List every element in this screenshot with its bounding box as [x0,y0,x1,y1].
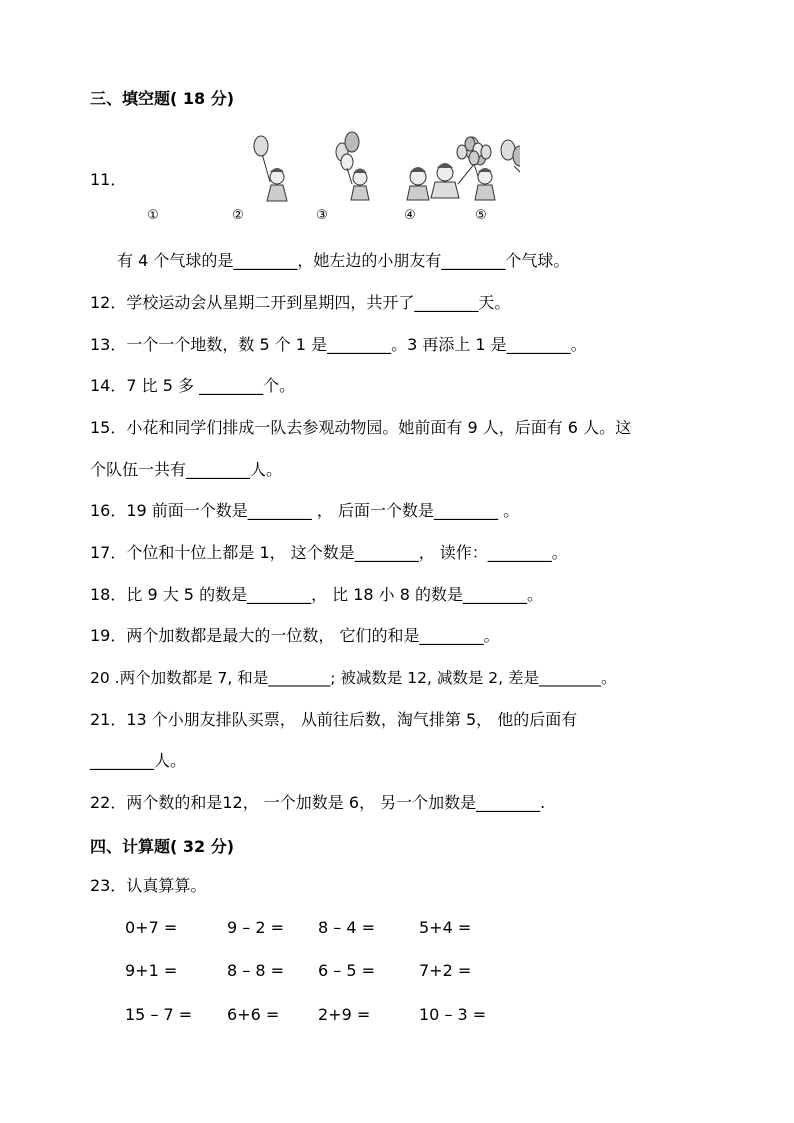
kid-marker-4: ④ [404,208,416,223]
calc-r1-c4: 5+4 = [419,918,472,937]
calc-r3-c3: 2+9 = [318,1005,371,1024]
kid-5-figure [457,137,495,200]
q21-line-2: ________人。 [90,751,187,770]
calc-r2-c2: 8 – 8 = [227,961,285,980]
kid-1-figure [254,136,287,201]
kid-4-body [407,167,429,200]
q12-text: 12．学校运动会从星期二开到星期四，共开了________天。 [90,293,511,312]
q11-number: 11． [90,170,127,189]
kid-2-figure [336,132,369,200]
calc-r2-c3: 6 – 5 = [318,961,376,980]
q14-text: 14．7 比 5 多 ________个。 [90,376,296,395]
kid-marker-3: ③ [316,208,328,223]
q17-text: 17．个位和十位上都是 1， 这个数是________， 读作：________。 [90,543,568,562]
q11-text: 有 4 个气球的是________，她左边的小朋友有________个气球。 [117,251,570,270]
calc-r3-c2: 6+6 = [227,1005,280,1024]
section-4-title: 四、计算题( 32 分) [90,837,235,856]
calc-r1-c1: 0+7 = [125,918,178,937]
section-3-title: 三、填空题( 18 分) [90,89,235,108]
q15-line-2: 个队伍一共有________人。 [90,460,283,479]
calc-r2-c1: 9+1 = [125,961,178,980]
calc-r1-c2: 9 – 2 = [227,918,285,937]
q15-line-1: 15．小花和同学们排成一队去参观动物园。她前面有 9 人，后面有 6 人。这 [90,418,632,437]
q16-text: 16．19 前面一个数是________ ， 后面一个数是________ 。 [90,501,520,520]
q23-title: 23．认真算算。 [90,876,207,895]
q13-text: 13．一个一个地数，数 5 个 1 是________。3 再添上 1 是________。 [90,335,587,354]
kid-marker-2: ② [232,208,244,223]
kid-marker-5: ⑤ [475,208,487,223]
q22-text: 22．两个数的和是12， 一个加数是 6， 另一个加数是________. [90,793,546,812]
balloon-kids-illustration-right [370,130,510,210]
calc-r1-c3: 8 – 4 = [318,918,376,937]
calc-r2-c4: 7+2 = [419,961,472,980]
q21-line-1: 21．13 个小朋友排队买票， 从前往后数，淘气排第 5， 他的后面有 [90,710,578,729]
q19-text: 19．两个加数都是最大的一位数， 它们的和是________。 [90,626,500,645]
kid-marker-1: ① [147,208,159,223]
calc-r3-c1: 15 – 7 = [125,1005,193,1024]
q20-text: 20 .两个加数都是 7, 和是________; 被减数是 12, 减数是 2, 差是________。 [90,669,617,687]
calc-r3-c4: 10 – 3 = [419,1005,487,1024]
q18-text: 18．比 9 大 5 的数是________， 比 18 小 8 的数是________。 [90,585,544,604]
